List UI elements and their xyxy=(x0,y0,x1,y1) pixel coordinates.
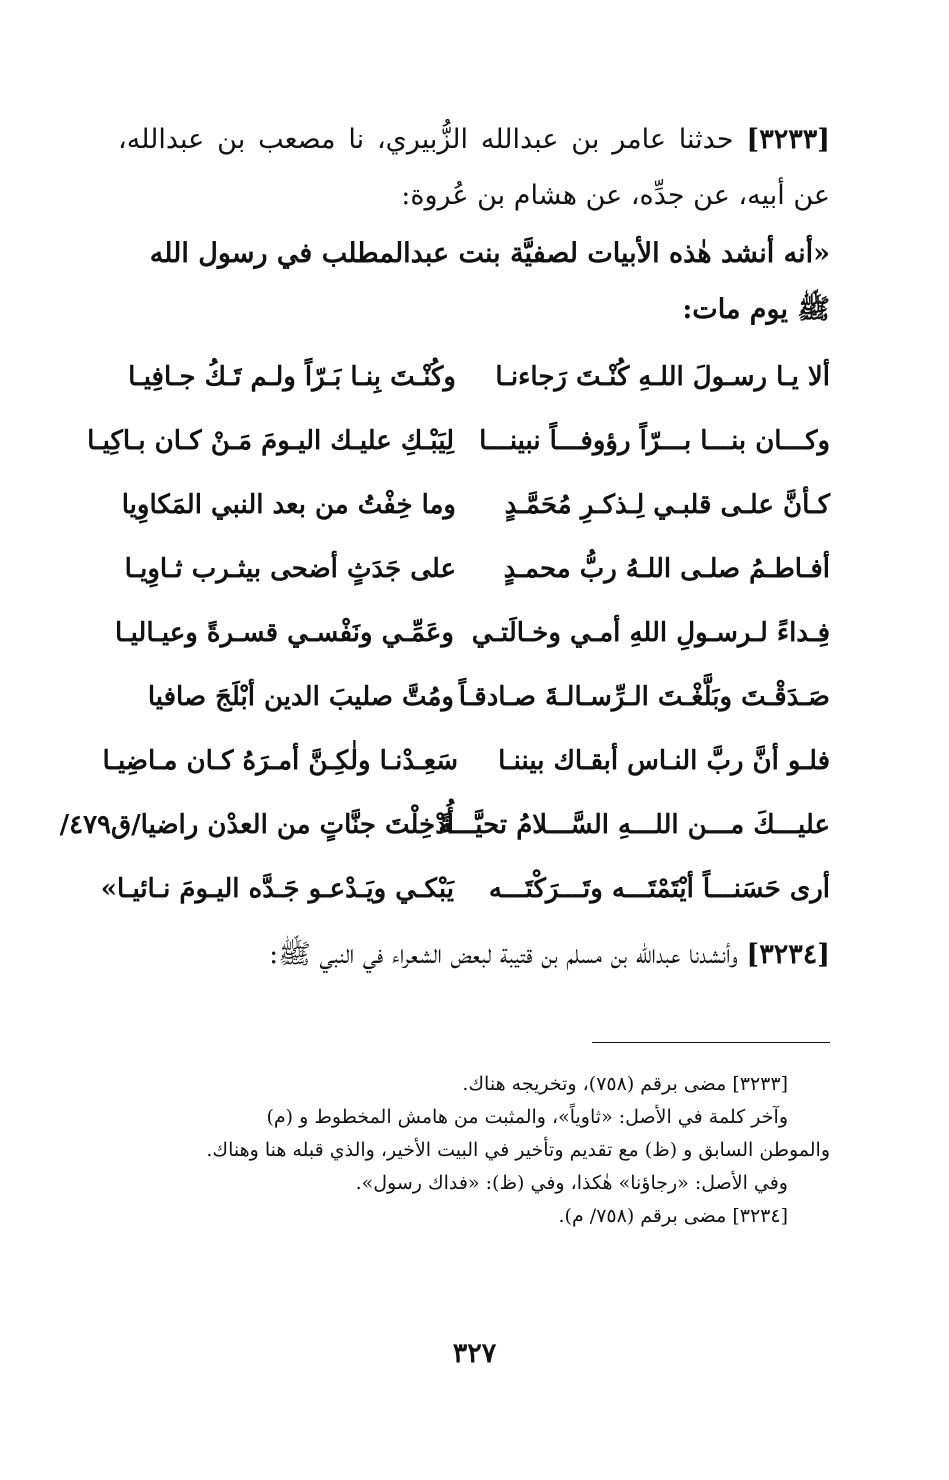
verse-first-hemistich: أفـاطـمُ صلـى اللـهُ ربُّ محمـدٍ xyxy=(503,554,830,584)
verse-second-hemistich: وعَمِّـي ونَفْسـي قسـرةً وعيـاليـا xyxy=(115,618,454,648)
footnote-line: والموطن السابق و (ظ) مع تقديم وتأخير في البيت الأخير، والذي قبله هنا وهناك. xyxy=(206,1139,830,1161)
poem-verse xyxy=(100,857,830,921)
hadith-3234-paragraph xyxy=(118,927,830,983)
hadith-3233-paragraph xyxy=(118,112,830,224)
footnotes xyxy=(118,1068,830,1233)
verse-second-hemistich: أُدْخِلْتَ جنَّاتٍ من العدْن راضيا/ق٤٧٩/ xyxy=(59,810,454,840)
poem-introduction: «أنه أنشد هٰذه الأبيات لصفيَّة بنت عبدالمطلب في رسول الله ﷺ يوم مات: xyxy=(149,238,830,325)
footnote-line: [٣٢٣٣] مضى برقم (٧٥٨)، وتخريجه هناك. xyxy=(462,1073,788,1095)
footnote-line: وفي الأصل: «رجاؤنا» هٰكذا، وفي (ظ): «فداك رسول». xyxy=(355,1172,788,1194)
verse-first-hemistich: فِـداءً لـرسـولِ اللهِ أمـي وخـالَتـي xyxy=(471,618,830,648)
footnote-separator xyxy=(592,1042,830,1043)
poem xyxy=(59,345,830,921)
verse-first-hemistich: أرى حَسَنـــاً أيْتَمْتَـــه وتَـــرَكْتَـــه xyxy=(488,874,830,904)
hadith-chain-text: حدثنا عامر بن عبدالله الزُّبيري، نا مصعب بن عبدالله، عن أبيه، عن جدِّه، عن هشام بن عُروة: xyxy=(118,124,830,211)
verse-first-hemistich: كـأنَّ علـى قلبـي لِـذكـرِ مُحَمَّـدٍ xyxy=(504,490,830,520)
verse-first-hemistich: وكـــان بنـــا بـــرّاً رؤوفـــاً نبينـــا xyxy=(479,426,830,456)
verse-first-hemistich: فلـو أنَّ ربَّ النـاس أبقـاك بيننـا xyxy=(498,746,830,776)
poem-verse xyxy=(118,537,830,601)
poem-verse xyxy=(59,793,830,857)
footnote-line: وآخر كلمة في الأصل: «ثاوياً»، والمثبت من هامش المخطوط و (م) xyxy=(266,1106,788,1128)
hadith-text: وأنشدنا عبدالله بن مسلم بن قتيبة لبعض الشعراء في النبي ﷺ: xyxy=(269,939,738,970)
verse-first-hemistich: ألا يـا رسـولَ اللـهِ كُنْـتَ رَجاءنـا xyxy=(495,362,830,392)
poem-verse xyxy=(115,601,830,665)
verse-second-hemistich: سَعِـدْنـا ولٰكِـنَّ أمـرَهُ كـان مـاضِيـا xyxy=(102,746,458,776)
poem-verse xyxy=(87,409,830,473)
verse-first-hemistich: عليـــكَ مـــن اللـــهِ السَّـــلامُ تحيَّـــةً xyxy=(438,810,830,840)
verse-second-hemistich: وما خِفْتُ من بعد النبي المَكاوِيا xyxy=(121,490,456,520)
verse-first-hemistich: صَـدَقْـتَ وبَلَّغْـتَ الـرِّسـالـةَ صـادقـاً xyxy=(458,682,830,712)
poem-verse xyxy=(118,345,830,409)
verse-second-hemistich: لِيَبْـكِ عليـك اليـومَ مَـنْ كـان بـاكِيـا xyxy=(87,426,454,456)
poem-verse xyxy=(102,729,830,793)
poem-verse xyxy=(118,473,830,537)
verse-second-hemistich: ومُتَّ صليبَ الدين أبْلَجَ صافيا xyxy=(147,682,454,712)
poem-verse xyxy=(118,665,830,729)
page-number: ٣٢٧ xyxy=(452,1338,497,1369)
footnote-line: [٣٢٣٤] مضى برقم (٧٥٨/ م). xyxy=(558,1205,788,1227)
verse-second-hemistich: على جَدَثٍ أضحى بيثـرب ثـاوِيـا xyxy=(124,554,456,584)
verse-second-hemistich: وكُنْـتَ بِنـا بَـرّاً ولـم تَـكُ جـافِيـا xyxy=(128,362,456,392)
verse-second-hemistich: يَبْكـي ويَـدْعـو جَـدَّه اليـومَ نـائيـا» xyxy=(100,874,454,904)
hadith-number: [٣٢٣٤] xyxy=(746,939,830,970)
hadith-number: [٣٢٣٣] xyxy=(746,124,830,155)
